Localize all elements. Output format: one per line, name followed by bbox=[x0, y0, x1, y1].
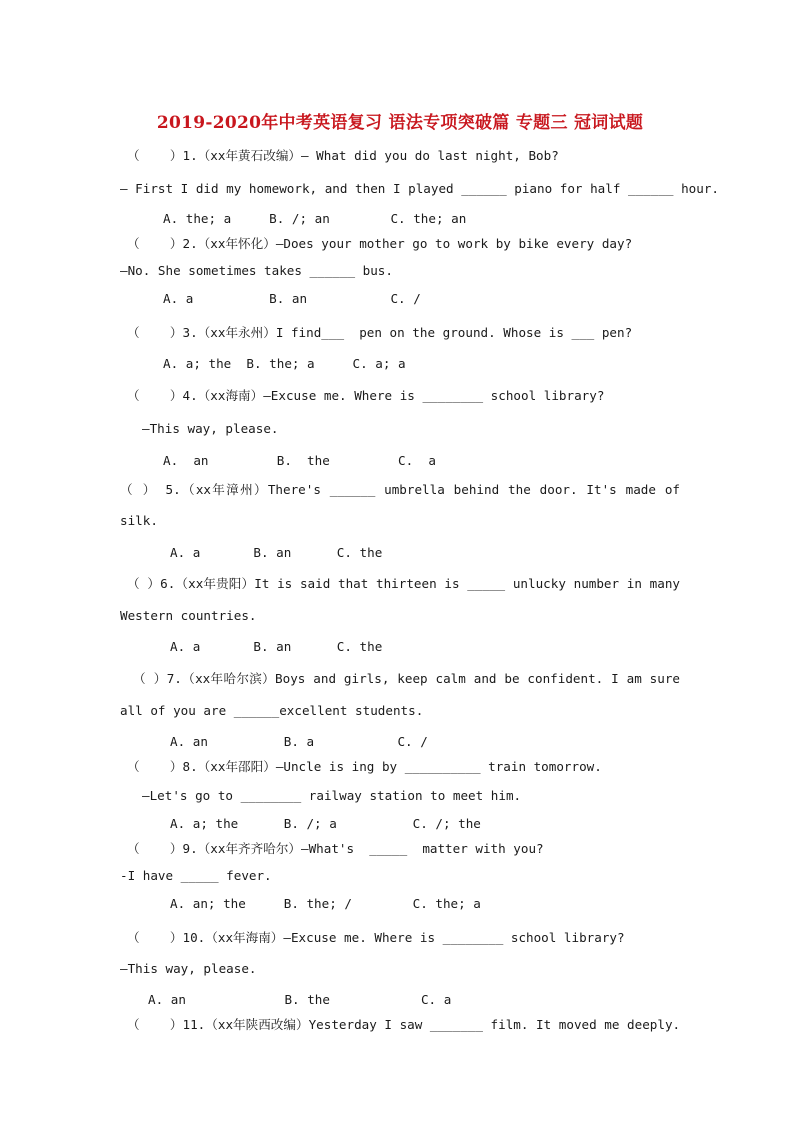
question-5-options: A. a B. an C. the bbox=[170, 545, 383, 560]
question-7-text: all of you are ______excellent students. bbox=[120, 703, 424, 718]
question-3-options: A. a; the B. the; a C. a; a bbox=[163, 356, 406, 371]
question-2-options: A. a B. an C. / bbox=[163, 291, 421, 306]
question-8-text: —Let's go to ________ railway station to meet him. bbox=[142, 788, 522, 803]
question-6-text: Western countries. bbox=[120, 608, 257, 623]
question-1-stem: （ ）1.（xx年黄石改编）— What did you do last night, Bob? bbox=[127, 148, 559, 163]
question-9-options: A. an; the B. the; / C. the; a bbox=[170, 896, 481, 911]
question-10-options: A. an B. the C. a bbox=[148, 992, 452, 1007]
question-2-stem: （ ）2.（xx年怀化）—Does your mother go to work by bike every day? bbox=[127, 236, 633, 251]
question-1-options: A. the; a B. /; an C. the; an bbox=[163, 211, 467, 226]
page-title: 2019-2020年中考英语复习 语法专项突破篇 专题三 冠词试题 bbox=[156, 113, 644, 133]
question-10-stem: （ ）10.（xx年海南）—Excuse me. Where is ________ school library? bbox=[127, 930, 625, 945]
question-2-text: —No. She sometimes takes ______ bus. bbox=[120, 263, 393, 278]
question-8-stem: （ ）8.（xx年邵阳）—Uncle is ing by __________ train tomorrow. bbox=[127, 759, 602, 774]
question-4-options: A. an B. the C. a bbox=[163, 453, 436, 468]
question-3-stem: （ ）3.（xx年永州）I find___ pen on the ground. Whose is ___ pen? bbox=[127, 325, 633, 340]
question-5-text: silk. bbox=[120, 513, 158, 528]
question-9-text: -I have _____ fever. bbox=[120, 868, 272, 883]
question-6-stem: （ ）6.（xx年贵阳）It is said that thirteen is _____ unlucky number in many bbox=[127, 576, 680, 591]
question-4-text: —This way, please. bbox=[142, 421, 279, 436]
question-11-stem: （ ）11.（xx年陕西改编）Yesterday I saw _______ film. It moved me deeply. bbox=[127, 1017, 681, 1032]
question-6-options: A. a B. an C. the bbox=[170, 639, 383, 654]
question-9-stem: （ ）9.（xx年齐齐哈尔）—What's _____ matter with you? bbox=[127, 841, 544, 856]
question-10-text: —This way, please. bbox=[120, 961, 257, 976]
question-7-options: A. an B. a C. / bbox=[170, 734, 428, 749]
question-7-stem: （ ）7.（xx年哈尔滨）Boys and girls, keep calm and be confident. I am sure bbox=[133, 671, 680, 686]
question-4-stem: （ ）4.（xx海南）—Excuse me. Where is ________ school library? bbox=[127, 388, 605, 403]
question-5-stem: （ ） 5.（xx年漳州）There's ______ umbrella behind the door. It's made of bbox=[120, 482, 680, 497]
question-1-text: — First I did my homework, and then I played ______ piano for half ______ hour. bbox=[120, 181, 719, 196]
question-8-options: A. a; the B. /; a C. /; the bbox=[170, 816, 481, 831]
